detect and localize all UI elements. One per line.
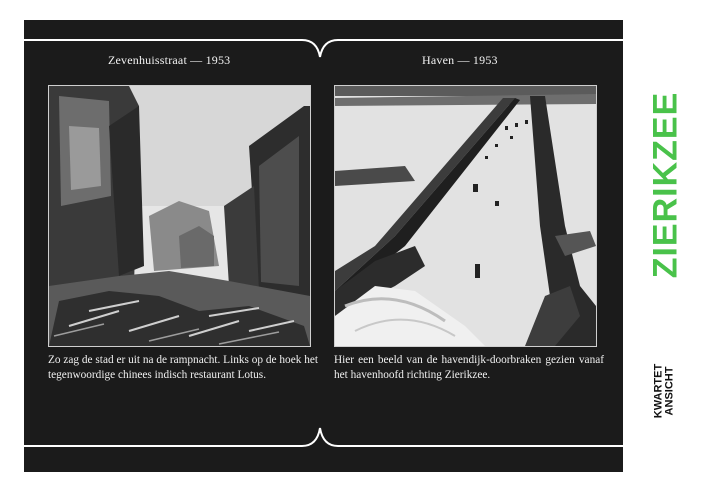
side-title — [646, 80, 686, 290]
harbour-illustration — [335, 86, 596, 346]
left-photo-street-ruins — [48, 85, 311, 347]
brand-line-1: KWARTET — [652, 363, 665, 419]
right-caption-text: Hier een beeld van de havendijk-doorbraken gezien vanaf het havenhoofd richting Zierikzee. — [334, 354, 604, 381]
quartet-card — [24, 20, 623, 472]
right-photo-title: Haven — 1953 — [422, 53, 498, 67]
side-title-text: ZIERIKZEE — [646, 91, 685, 279]
right-photo-harbour-breach — [334, 85, 597, 347]
street-ruins-illustration — [49, 86, 310, 346]
brand-line-2: ANSICHT — [663, 366, 676, 416]
brand-logo — [648, 352, 680, 430]
left-photo-title: Zevenhuisstraat — 1953 — [108, 53, 231, 67]
left-caption-text: Zo zag de stad er uit na de rampnacht. Links op de hoek het tegenwoordige chinees indisch restaurant Lotus. — [48, 354, 318, 381]
